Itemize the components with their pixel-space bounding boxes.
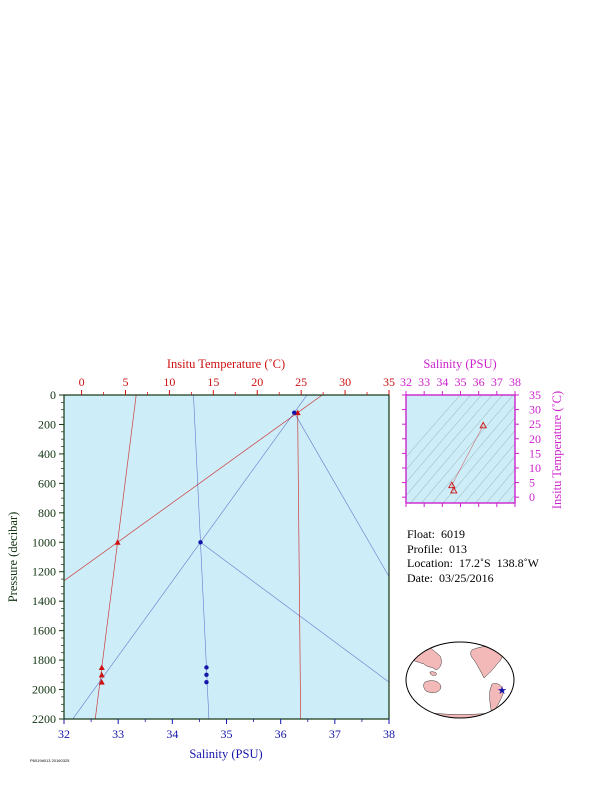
- inset-top-axis-tick-label: 32: [400, 375, 412, 389]
- inset-right-axis-tick-label: 30: [529, 402, 541, 417]
- bottom-axis-title: Salinity (PSU): [189, 747, 263, 761]
- salinity-point: [292, 410, 296, 414]
- inset-right-axis-tick-label: 5: [529, 475, 535, 490]
- profile-number: Profile: 013: [407, 541, 467, 556]
- left-axis-tick-label: 600: [38, 476, 56, 491]
- top-axis-tick-label: 15: [207, 375, 220, 389]
- inset-top-axis-tick-label: 36: [472, 375, 485, 389]
- inset-right-axis-tick-label: 25: [529, 417, 541, 432]
- top-axis-tick-label: 25: [295, 375, 308, 389]
- world-map: [406, 642, 514, 720]
- left-axis-tick-label: 0: [50, 388, 56, 402]
- profile-location: Location: 17.2˚S 138.8˚W: [407, 556, 539, 570]
- profile-plot-area: [64, 395, 389, 719]
- inset-top-axis-title: Salinity (PSU): [423, 357, 497, 371]
- bottom-axis-tick-label: 32: [58, 727, 70, 741]
- salinity-point: [198, 540, 202, 544]
- top-axis-tick-label: 35: [383, 375, 395, 389]
- bottom-axis-tick-label: 34: [166, 727, 179, 741]
- inset-top-axis-tick-label: 35: [454, 375, 467, 389]
- top-axis-tick-label: 20: [251, 375, 264, 389]
- left-axis-tick-label: 1200: [32, 564, 56, 579]
- salinity-point: [204, 665, 208, 669]
- bottom-axis-tick-label: 38: [383, 727, 395, 741]
- footer-code: P6019#013 20160325: [30, 758, 70, 763]
- inset-top-axis-tick-label: 38: [509, 375, 521, 389]
- top-axis-title: Insitu Temperature (˚C): [166, 357, 286, 371]
- left-axis-title: Pressure (decibar): [6, 511, 20, 603]
- top-axis-tick-label: 0: [78, 375, 85, 389]
- inset-top-axis-tick-label: 33: [418, 375, 431, 389]
- left-axis-tick-label: 1400: [32, 594, 56, 609]
- left-axis-tick-label: 200: [38, 417, 56, 432]
- profile-date: Date: 03/25/2016: [407, 570, 494, 585]
- top-axis-tick-label: 5: [122, 375, 129, 389]
- bottom-axis-tick-label: 36: [274, 727, 287, 741]
- float-id: Float: 6019: [407, 527, 466, 541]
- left-axis-tick-label: 2000: [32, 682, 56, 697]
- left-axis-tick-label: 1600: [32, 623, 56, 638]
- inset-right-axis-title: Insitu Temperature (˚C): [550, 390, 564, 510]
- top-axis-tick-label: 30: [339, 375, 352, 389]
- inset-top-axis-tick-label: 37: [490, 375, 503, 389]
- ts-plot-area: [406, 395, 515, 503]
- salinity-point: [204, 673, 208, 677]
- bottom-axis-tick-label: 35: [220, 727, 233, 741]
- inset-right-axis-tick-label: 10: [529, 460, 541, 475]
- left-axis-tick-label: 400: [38, 446, 56, 461]
- float-info: [407, 527, 539, 585]
- inset-right-axis-tick-label: 20: [529, 431, 541, 446]
- left-axis-tick-label: 1800: [32, 653, 56, 668]
- left-axis-tick-label: 2200: [32, 712, 56, 726]
- inset-right-axis-tick-label: 35: [529, 388, 541, 402]
- top-axis-tick-label: 10: [163, 375, 176, 389]
- bottom-axis-tick-label: 37: [328, 727, 341, 741]
- left-axis-tick-label: 1000: [32, 535, 56, 550]
- float-location-star-icon: ★: [497, 684, 507, 697]
- inset-right-axis-tick-label: 15: [529, 446, 541, 461]
- left-axis-tick-label: 800: [38, 505, 56, 520]
- salinity-point: [204, 680, 208, 684]
- inset-right-axis-tick-label: 0: [529, 490, 535, 505]
- inset-top-axis-tick-label: 34: [436, 375, 449, 389]
- bottom-axis-tick-label: 33: [112, 727, 125, 741]
